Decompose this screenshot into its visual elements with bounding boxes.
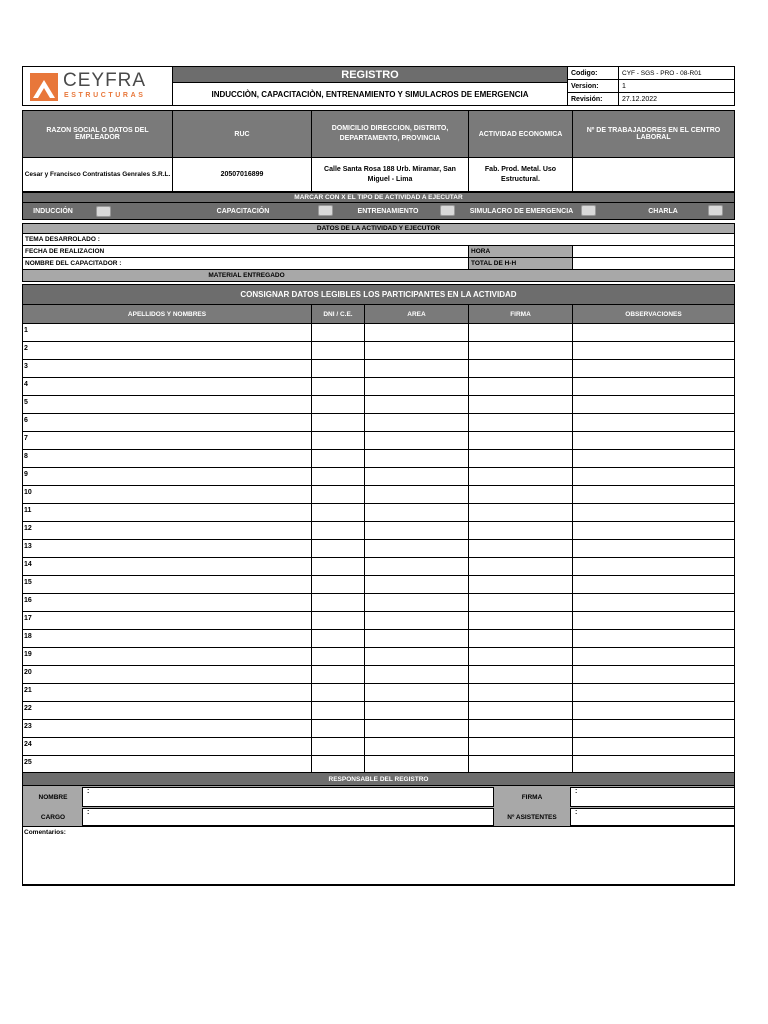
participant-firma-cell[interactable] <box>468 377 573 396</box>
participant-area-cell[interactable] <box>364 719 469 738</box>
participant-name-cell[interactable] <box>22 395 312 414</box>
participant-firma-cell[interactable] <box>468 323 573 342</box>
participant-observaciones-cell[interactable] <box>572 323 735 342</box>
participant-area-cell[interactable] <box>364 431 469 450</box>
row-number: 23 <box>24 723 32 730</box>
participant-area-cell[interactable] <box>364 359 469 378</box>
row-number: 8 <box>24 453 28 460</box>
logo-sub: ESTRUCTURAS <box>64 92 146 99</box>
logo-cell <box>22 66 173 106</box>
employer-col-trabajadores: Nº DE TRABAJADORES EN EL CENTRO LABORAL <box>572 110 735 158</box>
participant-observaciones-cell[interactable] <box>572 431 735 450</box>
participant-observaciones-cell[interactable] <box>572 557 735 576</box>
participant-dni-cell[interactable] <box>311 323 365 342</box>
total-hh-label: TOTAL DE H-H <box>468 257 573 270</box>
table-row <box>22 575 735 594</box>
comentarios-box[interactable] <box>22 826 735 886</box>
version-label: Version: <box>567 79 619 93</box>
participant-dni-cell[interactable] <box>311 377 365 396</box>
responsable-cargo-field[interactable]: : <box>82 808 494 826</box>
participant-name-cell[interactable] <box>22 539 312 558</box>
row-number: 7 <box>24 435 28 442</box>
row-number: 1 <box>24 327 28 334</box>
table-row <box>22 377 735 396</box>
table-row <box>22 701 735 720</box>
table-row <box>22 467 735 486</box>
type-induccion-checkbox[interactable] <box>96 206 111 217</box>
participant-firma-cell[interactable] <box>468 449 573 468</box>
participant-firma-cell[interactable] <box>468 647 573 666</box>
participant-area-cell[interactable] <box>364 413 469 432</box>
participant-area-cell[interactable] <box>364 557 469 576</box>
row-number: 15 <box>24 579 32 586</box>
material-label: MATERIAL ENTREGADO <box>208 272 285 279</box>
row-number: 22 <box>24 705 32 712</box>
responsable-title: RESPONSABLE DEL REGISTRO <box>22 772 735 786</box>
codigo-value: CYF - SGS - PRO - 08-R01 <box>618 66 735 80</box>
type-capacitacion-checkbox[interactable] <box>318 205 333 216</box>
responsable-nombre-label: NOMBRE <box>38 793 68 801</box>
participant-dni-cell[interactable] <box>311 683 365 702</box>
participant-area-cell[interactable] <box>364 503 469 522</box>
participant-firma-cell[interactable] <box>468 701 573 720</box>
participant-area-cell[interactable] <box>364 701 469 720</box>
row-number: 18 <box>24 633 32 640</box>
participant-observaciones-cell[interactable] <box>572 539 735 558</box>
participant-name-cell[interactable] <box>22 413 312 432</box>
participant-dni-cell[interactable] <box>311 431 365 450</box>
table-row <box>22 557 735 576</box>
participant-firma-cell[interactable] <box>468 557 573 576</box>
participant-observaciones-cell[interactable] <box>572 737 735 756</box>
table-row <box>22 629 735 648</box>
participant-firma-cell[interactable] <box>468 539 573 558</box>
participant-observaciones-cell[interactable] <box>572 503 735 522</box>
row-number: 21 <box>24 687 32 694</box>
material-row <box>22 269 735 282</box>
col-firma: FIRMA <box>468 304 573 324</box>
table-row <box>22 503 735 522</box>
employer-trabajadores-value[interactable] <box>572 157 735 192</box>
participant-dni-cell[interactable] <box>311 395 365 414</box>
table-row <box>22 341 735 360</box>
table-row <box>22 413 735 432</box>
participant-firma-cell[interactable] <box>468 503 573 522</box>
participant-table-body <box>22 323 735 774</box>
participants-title: CONSIGNAR DATOS LEGIBLES LOS PARTICIPANTES EN LA ACTIVIDAD <box>22 284 735 305</box>
participant-area-cell[interactable] <box>364 593 469 612</box>
row-number: 4 <box>24 381 28 388</box>
employer-ruc-value: 20507016899 <box>172 157 312 192</box>
participant-dni-cell[interactable] <box>311 539 365 558</box>
hora-label: HORA <box>468 245 573 258</box>
employer-col-ruc: RUC <box>172 110 312 158</box>
participant-observaciones-cell[interactable] <box>572 647 735 666</box>
type-simulacro-checkbox[interactable] <box>581 205 596 216</box>
table-row <box>22 485 735 504</box>
activity-data-title: DATOS DE LA ACTIVIDAD Y EJECUTOR <box>22 223 735 234</box>
employer-domicilio-value: Calle Santa Rosa 188 Urb. Miramar, San Miguel - Lima <box>311 157 469 192</box>
participant-name-cell[interactable] <box>22 431 312 450</box>
participant-observaciones-cell[interactable] <box>572 341 735 360</box>
participant-dni-cell[interactable] <box>311 665 365 684</box>
participant-firma-cell[interactable] <box>468 683 573 702</box>
participant-area-cell[interactable] <box>364 611 469 630</box>
table-row <box>22 431 735 450</box>
participant-firma-cell[interactable] <box>468 629 573 648</box>
participant-name-cell[interactable] <box>22 593 312 612</box>
table-row <box>22 665 735 684</box>
form-title: REGISTRO <box>172 66 568 83</box>
participant-dni-cell[interactable] <box>311 629 365 648</box>
tema-row[interactable]: TEMA DESARROLADO : <box>22 233 735 246</box>
participant-dni-cell[interactable] <box>311 449 365 468</box>
participant-firma-cell[interactable] <box>468 431 573 450</box>
participant-dni-cell[interactable] <box>311 719 365 738</box>
ceyfra-logo-icon <box>29 72 59 102</box>
participant-observaciones-cell[interactable] <box>572 377 735 396</box>
participant-name-cell[interactable] <box>22 701 312 720</box>
participant-area-cell[interactable] <box>364 539 469 558</box>
participant-observaciones-cell[interactable] <box>572 719 735 738</box>
codigo-label: Codigo: <box>567 66 619 80</box>
participant-firma-cell[interactable] <box>468 593 573 612</box>
participant-dni-cell[interactable] <box>311 485 365 504</box>
participant-dni-cell[interactable] <box>311 359 365 378</box>
participant-firma-cell[interactable] <box>468 719 573 738</box>
table-row <box>22 647 735 666</box>
activity-type-row <box>22 202 735 220</box>
participant-dni-cell[interactable] <box>311 557 365 576</box>
participant-dni-cell[interactable] <box>311 503 365 522</box>
participant-area-cell[interactable] <box>364 737 469 756</box>
participant-name-cell[interactable] <box>22 647 312 666</box>
participant-dni-cell[interactable] <box>311 593 365 612</box>
employer-col-domicilio: DOMICILIO DIRECCION, DISTRITO, DEPARTAMENTO, PROVINCIA <box>311 110 469 158</box>
revision-label: Revisión: <box>567 92 619 106</box>
fecha-label[interactable]: FECHA DE REALIZACION <box>22 245 469 258</box>
responsable-asistentes-label: Nº ASISTENTES <box>507 813 557 821</box>
type-charla-label: CHARLA <box>648 207 678 215</box>
participant-area-cell[interactable] <box>364 665 469 684</box>
capacitador-label[interactable]: NOMBRE DEL CAPACITADOR : <box>22 257 469 270</box>
row-number: 9 <box>24 471 28 478</box>
participant-observaciones-cell[interactable] <box>572 359 735 378</box>
participant-observaciones-cell[interactable] <box>572 665 735 684</box>
participant-name-cell[interactable] <box>22 323 312 342</box>
table-row <box>22 737 735 756</box>
participant-area-cell[interactable] <box>364 323 469 342</box>
participant-name-cell[interactable] <box>22 521 312 540</box>
employer-col-razon: RAZON SOCIAL O DATOS DEL EMPLEADOR <box>22 110 173 158</box>
participant-observaciones-cell[interactable] <box>572 467 735 486</box>
participant-area-cell[interactable] <box>364 341 469 360</box>
participant-firma-cell[interactable] <box>468 395 573 414</box>
responsable-asistentes-field[interactable]: : <box>570 808 735 826</box>
participant-dni-cell[interactable] <box>311 467 365 486</box>
responsable-nombre-field[interactable]: : <box>82 787 494 807</box>
participant-firma-cell[interactable] <box>468 575 573 594</box>
participant-dni-cell[interactable] <box>311 701 365 720</box>
responsable-firma-label: FIRMA <box>521 793 543 801</box>
participant-name-cell[interactable] <box>22 377 312 396</box>
table-row <box>22 593 735 612</box>
participant-observaciones-cell[interactable] <box>572 575 735 594</box>
row-number: 19 <box>24 651 32 658</box>
row-number: 17 <box>24 615 32 622</box>
participant-firma-cell[interactable] <box>468 413 573 432</box>
participant-name-cell[interactable] <box>22 449 312 468</box>
participant-firma-cell[interactable] <box>468 467 573 486</box>
participant-observaciones-cell[interactable] <box>572 701 735 720</box>
row-number: 20 <box>24 669 32 676</box>
participant-area-cell[interactable] <box>364 575 469 594</box>
type-simulacro-label: SIMULACRO DE EMERGENCIA <box>469 207 574 215</box>
participant-observaciones-cell[interactable] <box>572 629 735 648</box>
participant-observaciones-cell[interactable] <box>572 521 735 540</box>
row-number: 12 <box>24 525 32 532</box>
type-induccion-label: INDUCCIÓN <box>33 207 73 215</box>
participant-name-cell[interactable] <box>22 611 312 630</box>
row-number: 14 <box>24 561 32 568</box>
table-row <box>22 719 735 738</box>
participant-observaciones-cell[interactable] <box>572 485 735 504</box>
responsable-cargo-label: CARGO <box>40 813 66 821</box>
participant-observaciones-cell[interactable] <box>572 593 735 612</box>
table-row <box>22 449 735 468</box>
form-subtitle: INDUCCIÒN, CAPACITACIÒN, ENTRENAMIENTO Y SIMULACROS DE EMERGENCIA <box>172 82 568 106</box>
participant-dni-cell[interactable] <box>311 647 365 666</box>
participant-name-cell[interactable] <box>22 503 312 522</box>
col-dni: DNI / C.E. <box>311 304 365 324</box>
type-capacitacion-label: CAPACITACIÓN <box>216 207 270 215</box>
participant-name-cell[interactable] <box>22 341 312 360</box>
participant-observaciones-cell[interactable] <box>572 395 735 414</box>
participant-area-cell[interactable] <box>364 629 469 648</box>
participant-area-cell[interactable] <box>364 395 469 414</box>
comentarios-label: Comentarios: <box>24 828 66 836</box>
participant-dni-cell[interactable] <box>311 341 365 360</box>
participant-observaciones-cell[interactable] <box>572 449 735 468</box>
row-number: 5 <box>24 399 28 406</box>
participant-name-cell[interactable] <box>22 359 312 378</box>
participant-observaciones-cell[interactable] <box>572 611 735 630</box>
type-charla-checkbox[interactable] <box>708 205 723 216</box>
table-row <box>22 323 735 342</box>
table-row <box>22 539 735 558</box>
row-number: 3 <box>24 363 28 370</box>
participant-area-cell[interactable] <box>364 467 469 486</box>
participant-name-cell[interactable] <box>22 665 312 684</box>
revision-value: 27.12.2022 <box>618 92 735 106</box>
participant-firma-cell[interactable] <box>468 737 573 756</box>
participant-firma-cell[interactable] <box>468 665 573 684</box>
row-number: 2 <box>24 345 28 352</box>
participant-area-cell[interactable] <box>364 449 469 468</box>
employer-razon-value: Cesar y Francisco Contratistas Genrales S.R.L. <box>22 157 173 192</box>
type-entrenamiento-label: ENTRENAMIENTO <box>357 207 419 215</box>
responsable-firma-field[interactable]: : <box>570 787 735 807</box>
participant-firma-cell[interactable] <box>468 611 573 630</box>
participant-area-cell[interactable] <box>364 485 469 504</box>
row-number: 10 <box>24 489 32 496</box>
row-number: 24 <box>24 741 32 748</box>
participant-area-cell[interactable] <box>364 683 469 702</box>
employer-col-actividad: ACTIVIDAD ECONOMICA <box>468 110 573 158</box>
participant-name-cell[interactable] <box>22 737 312 756</box>
row-number: 25 <box>24 759 32 766</box>
type-entrenamiento-checkbox[interactable] <box>440 205 455 216</box>
activity-type-title: MARCAR CON X EL TIPO DE ACTIVIDAD A EJECUTAR <box>22 192 735 203</box>
version-value: 1 <box>618 79 735 93</box>
row-number: 16 <box>24 597 32 604</box>
participant-name-cell[interactable] <box>22 683 312 702</box>
table-row <box>22 683 735 702</box>
participant-name-cell[interactable] <box>22 629 312 648</box>
participant-area-cell[interactable] <box>364 647 469 666</box>
logo-brand: CEYFRA <box>63 70 147 91</box>
table-row <box>22 395 735 414</box>
table-row <box>22 521 735 540</box>
participant-dni-cell[interactable] <box>311 413 365 432</box>
participant-observaciones-cell[interactable] <box>572 413 735 432</box>
participant-name-cell[interactable] <box>22 557 312 576</box>
participant-name-cell[interactable] <box>22 467 312 486</box>
row-number: 13 <box>24 543 32 550</box>
participant-name-cell[interactable] <box>22 485 312 504</box>
participant-name-cell[interactable] <box>22 719 312 738</box>
participant-area-cell[interactable] <box>364 377 469 396</box>
table-row <box>22 611 735 630</box>
participant-firma-cell[interactable] <box>468 485 573 504</box>
participant-firma-cell[interactable] <box>468 521 573 540</box>
participant-dni-cell[interactable] <box>311 611 365 630</box>
participant-area-cell[interactable] <box>364 521 469 540</box>
participant-name-cell[interactable] <box>22 575 312 594</box>
participant-firma-cell[interactable] <box>468 341 573 360</box>
col-observaciones: OBSERVACIONES <box>572 304 735 324</box>
col-apellidos: APELLIDOS Y NOMBRES <box>22 304 312 324</box>
employer-actividad-value: Fab. Prod. Metal. Uso Estructural. <box>468 157 573 192</box>
participant-dni-cell[interactable] <box>311 521 365 540</box>
row-number: 11 <box>24 507 32 514</box>
participant-firma-cell[interactable] <box>468 359 573 378</box>
participant-dni-cell[interactable] <box>311 737 365 756</box>
row-number: 6 <box>24 417 28 424</box>
table-row <box>22 359 735 378</box>
col-area: AREA <box>364 304 469 324</box>
participant-dni-cell[interactable] <box>311 575 365 594</box>
participant-observaciones-cell[interactable] <box>572 683 735 702</box>
